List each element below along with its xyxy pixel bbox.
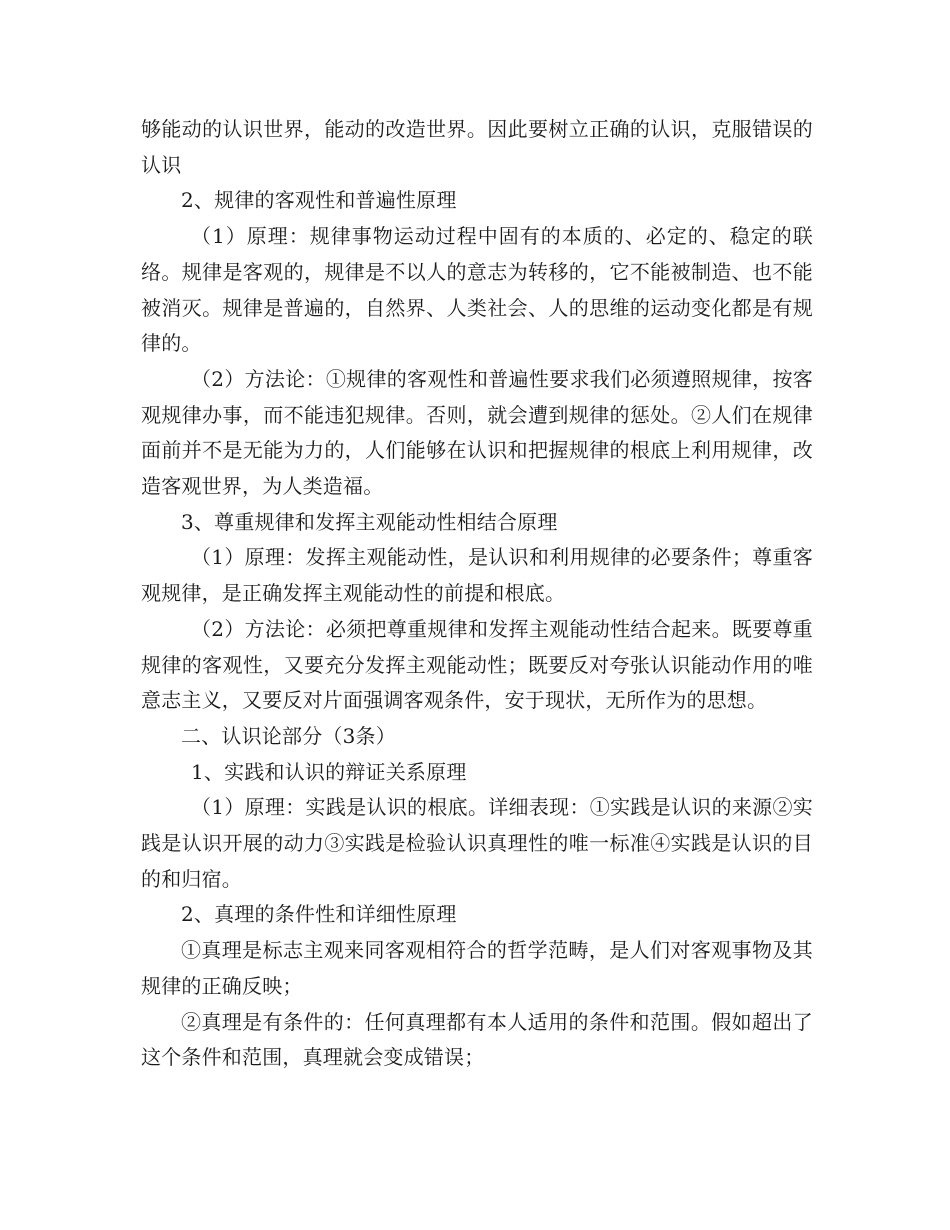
paragraph-truth-definition: ①真理是标志主观来同客观相符合的哲学范畴，是人们对客观事物及其规律的正确反映；: [141, 938, 813, 998]
heading-epistemology: 二、认识论部分（3条）: [181, 723, 396, 748]
heading-respect-law: 3、尊重规律和发挥主观能动性相结合原理: [181, 509, 558, 534]
paragraph-continuation: 够能动的认识世界，能动的改造世界。因此要树立正确的认识，克服错误的认识: [141, 117, 813, 177]
paragraph-practice-principle: （1）原理：实践是认识的根底。详细表现：①实践是认识的来源②实践是认识开展的动力③实践是检验认识真理性的唯一标准④实践是认识的目的和归宿。: [141, 795, 813, 891]
heading-law-objectivity: 2、规律的客观性和普遍性原理: [181, 188, 457, 213]
paragraph-law-principle: （1）原理：规律事物运动过程中固有的本质的、必定的、稳定的联络。规律是客观的，规律是不以人的意志为转移的，它不能被制造、也不能被消灭。规律是普遍的，自然界、人类社会、人的思维的运动变化都是有规律的。: [141, 224, 813, 356]
heading-truth-conditionality: 2、真理的条件性和详细性原理: [181, 902, 457, 927]
document-body: [141, 112, 813, 1076]
paragraph-respect-law-methodology: （2）方法论：必须把尊重规律和发挥主观能动性结合起来。既要尊重规律的客观性，又要充分发挥主观能动性；既要反对夸张认识能动作用的唯意志主义，又要反对片面强调客观条件，安于现状，无所作为的思想。: [141, 616, 813, 713]
paragraph-respect-law-principle: （1）原理：发挥主观能动性，是认识和利用规律的必要条件；尊重客观规律，是正确发挥主观能动性的前提和根底。: [141, 545, 813, 606]
paragraph-law-methodology: （2）方法论：①规律的客观性和普遍性要求我们必须遵照规律，按客观规律办事，而不能违犯规律。否则，就会遭到规律的惩处。②人们在规律面前并不是无能为力的，人们能够在认识和把握规律的根底上利用规律，改造客观世界，为人类造福。: [141, 366, 813, 499]
paragraph-truth-conditions: ②真理是有条件的：任何真理都有本人适用的条件和范围。假如超出了这个条件和范围，真理就会变成错误；: [141, 1009, 813, 1070]
heading-practice-cognition: 1、实践和认识的辩证关系原理: [191, 759, 467, 784]
